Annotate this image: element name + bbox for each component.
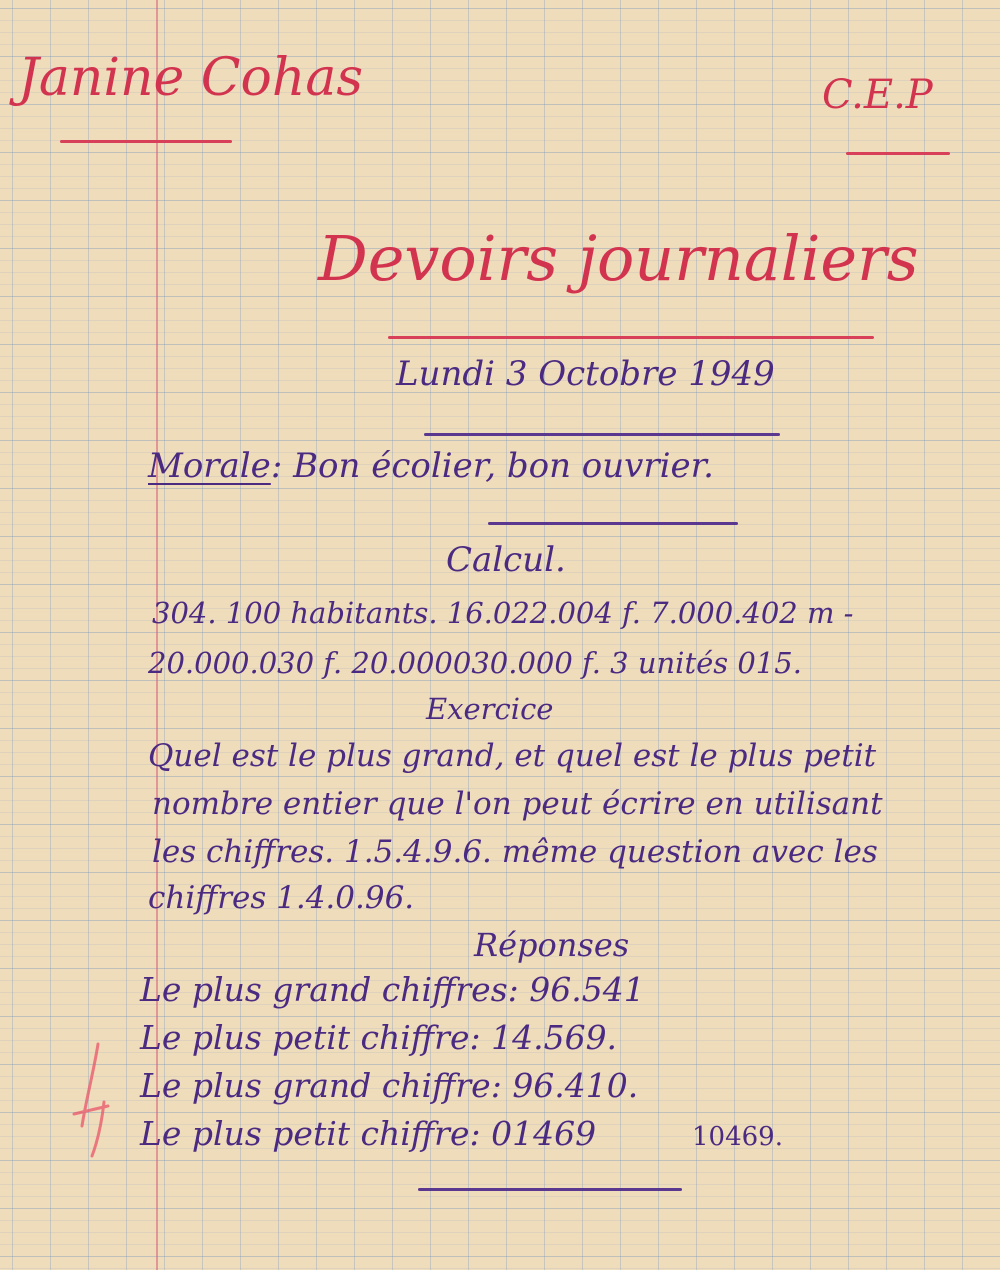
reponse-line-4: Le plus petit chiffre: 01469: [140, 1114, 597, 1153]
title-underline: [388, 336, 874, 339]
morale-underline: [488, 522, 738, 525]
exercice-heading: Exercice: [426, 692, 554, 726]
reponse-line-1: Le plus grand chiffres: 96.541: [140, 970, 645, 1009]
date-underline: [424, 433, 780, 436]
page-title: Devoirs journaliers: [318, 222, 919, 295]
teacher-correction-mark: [64, 1040, 124, 1160]
morale-line: [148, 446, 714, 486]
closing-underline: [418, 1188, 682, 1191]
reponses-heading: Réponses: [474, 926, 630, 964]
morale-text: : Bon écolier, bon ouvrier.: [270, 446, 714, 486]
exercice-line-3: les chiffres. 1.5.4.9.6. même question avec les: [152, 834, 878, 870]
exercice-line-2: nombre entier que l'on peut écrire en utilisant: [152, 786, 883, 822]
student-name: Janine Cohas: [18, 48, 364, 108]
calcul-line-2: 20.000.030 f. 20.000030.000 f. 3 unités 015.: [148, 646, 802, 680]
class-underline: [846, 152, 950, 155]
reponse-line-3: Le plus grand chiffre: 96.410.: [140, 1066, 639, 1105]
reponse-correction: 10469.: [692, 1122, 783, 1152]
class-label: C.E.P: [822, 72, 933, 118]
exercice-line-4: chiffres 1.4.0.96.: [148, 880, 415, 916]
calcul-line-1: 304. 100 habitants. 16.022.004 f. 7.000.402 m -: [152, 596, 854, 630]
reponse-line-2: Le plus petit chiffre: 14.569.: [140, 1018, 618, 1057]
calcul-heading: Calcul.: [446, 540, 566, 580]
date-line: Lundi 3 Octobre 1949: [396, 354, 775, 394]
name-underline: [60, 140, 232, 143]
morale-label: Morale: [148, 446, 271, 486]
exercice-line-1: Quel est le plus grand, et quel est le plus petit: [148, 738, 877, 774]
